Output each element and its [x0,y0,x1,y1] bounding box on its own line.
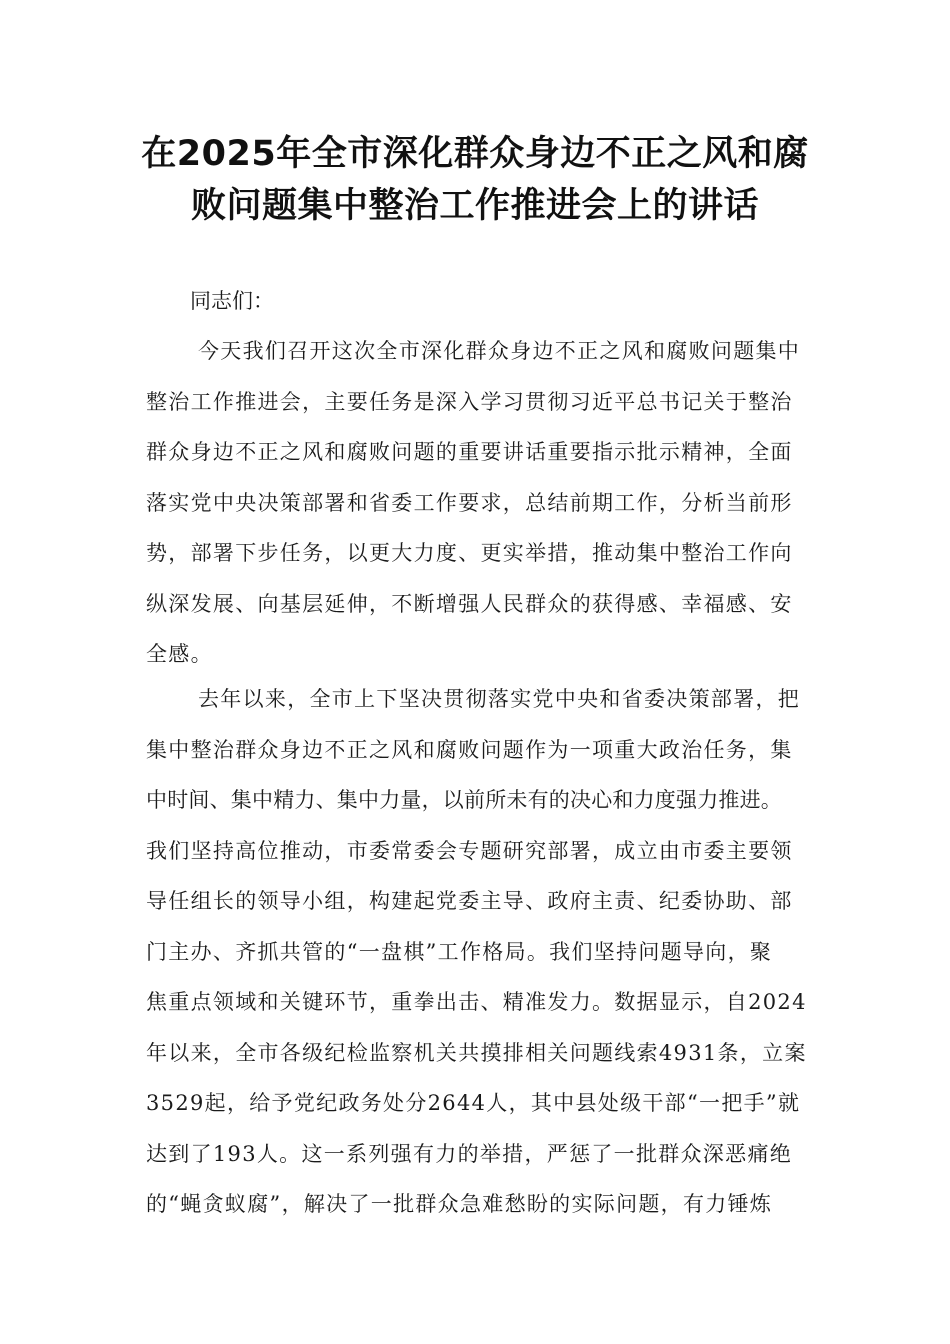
paragraph-line: 去年以来，全市上下坚决贯彻落实党中央和省委决策部署，把 [198,687,801,711]
paragraph-line: 中时间、集中精力、集中力量，以前所未有的决心和力度强力推进。 [146,788,782,812]
paragraph-line: 达到了193人。这一系列强有力的举措，严惩了一批群众深恶痛绝 [146,1141,793,1166]
paragraph-line: 门主办、齐抓共管的“一盘棋”工作格局。我们坚持问题导向，聚 [146,939,773,964]
paragraph-line: 势，部署下步任务，以更大力度、更实举措，推动集中整治工作向 [146,541,793,565]
paragraph-opening [146,326,826,680]
paragraph-line: 纵深发展、向基层延伸，不断增强人民群众的获得感、幸福感、安 [146,591,793,616]
paragraph-line: 焦重点领域和关键环节，重拳出击、精准发力。数据显示，自2024 [146,990,807,1014]
paragraph-line: 整治工作推进会，主要任务是深入学习贯彻习近平总书记关于整治 [146,389,793,414]
paragraph-line: 集中整治群众身边不正之风和腐败问题作为一项重大政治任务，集 [146,737,793,762]
paragraph-line: 导任组长的领导小组，构建起党委主导、政府主责、纪委协助、部 [146,889,793,913]
paragraph-line: 年以来，全市各级纪检监察机关共摸排相关问题线索4931条，立案 [146,1040,807,1065]
paragraph-line: 3529起，给予党纪政务处分2644人，其中县处级干部“一把手”就 [146,1091,801,1115]
paragraph-line: 全感。 [146,642,213,666]
title-line: 在2025年全市深化群众身边不正之风和腐 [141,134,809,174]
paragraph-line: 今天我们召开这次全市深化群众身边不正之风和腐败问题集中 [198,339,801,363]
paragraph-line: 的“蝇贪蚁腐”，解决了一批群众急难愁盼的实际问题，有力锤炼 [146,1192,773,1216]
salutation: 同志们： [190,289,274,313]
paragraph-review [146,674,826,1230]
paragraph-line: 群众身边不正之风和腐败问题的重要讲话重要指示批示精神，全面 [146,440,793,464]
title-line: 败问题集中整治工作推进会上的讲话 [190,186,759,226]
page-title [120,128,830,232]
paragraph-line: 我们坚持高位推动，市委常委会专题研究部署，成立由市委主要领 [146,838,793,863]
paragraph-line: 落实党中央决策部署和省委工作要求，总结前期工作，分析当前形 [146,490,793,515]
